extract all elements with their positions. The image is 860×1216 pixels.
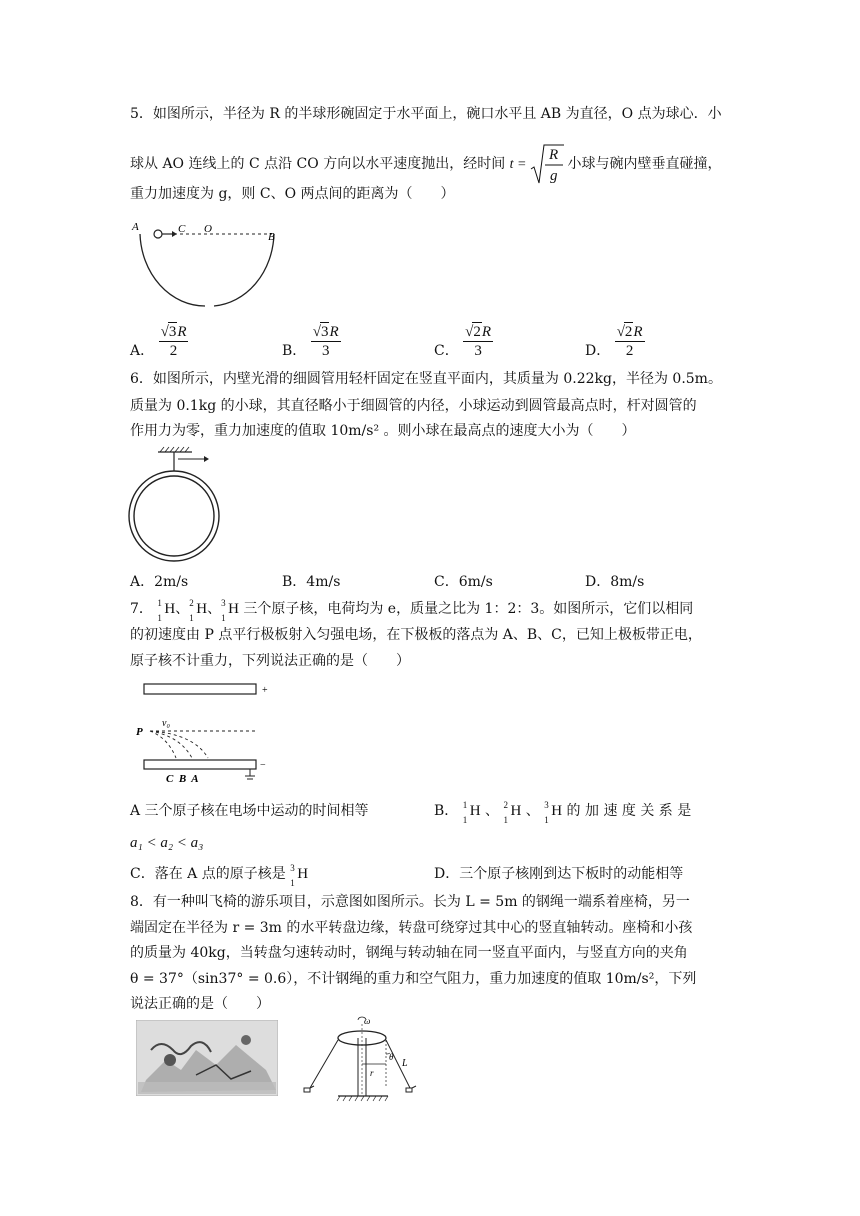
- q6-ring-figure: [128, 446, 228, 566]
- q7-number: 7．: [130, 601, 153, 617]
- q7-option-b-sep-2: 、: [525, 803, 540, 819]
- q8-fig-omega: ω: [364, 1016, 371, 1026]
- q5-option-c-fraction: $\frac{√2R}{3}$: [465, 324, 492, 359]
- q5-fig-label-A: A: [132, 221, 139, 233]
- q5-option-d-label: D．: [585, 343, 611, 359]
- q5-option-b-fraction: $\frac{√3R}{3}$: [312, 324, 339, 359]
- q5-option-a[interactable]: [130, 322, 188, 360]
- q7-line-1-post: 三个原子核，电荷均为 e，质量之比为 1：2：3。如图所示，它们以相同: [243, 601, 694, 617]
- q7-fig-v0: v₀: [162, 718, 170, 729]
- q5-line-2: [130, 143, 722, 187]
- q5-option-d-den: 2: [625, 343, 634, 359]
- q5-frac-den: g: [550, 168, 558, 184]
- q7-option-a[interactable]: A 三个原子核在电场中运动的时间相等: [130, 803, 369, 819]
- q5-option-a-var: R: [177, 324, 187, 340]
- q8-line-1: 8．有一种叫飞椅的游乐项目，示意图如图所示。长为 L = 5m 的钢绳一端系着座椅，另一: [130, 894, 690, 910]
- q7-fig-bottom-labels: C B A: [166, 773, 199, 785]
- q5-sqrt-sign: [530, 143, 564, 187]
- q7-capacitor-figure: [128, 678, 288, 788]
- q7-option-b-nucleus-2: 2 1 H: [503, 800, 522, 825]
- q8-fig-theta: θ: [389, 1052, 394, 1062]
- q7-option-b-relation: a₁ < a₂ < a₃: [130, 835, 204, 851]
- q5-option-b-label: B．: [282, 343, 307, 359]
- q6-option-b-label: B．: [282, 574, 307, 590]
- q7-option-c-nucleus: 3 1 H: [290, 863, 309, 888]
- q6-option-c[interactable]: [434, 572, 493, 592]
- q8-photo: [136, 1020, 278, 1096]
- q5-option-d-rad: 2: [624, 324, 633, 340]
- q7-sep-2: 、: [207, 601, 222, 617]
- q6-option-a[interactable]: [130, 572, 188, 592]
- q5-option-b-var: R: [329, 324, 339, 340]
- q5-sqrt-fraction: [530, 143, 564, 187]
- q5-option-d[interactable]: [585, 322, 645, 360]
- q6-option-a-text: 2m/s: [154, 574, 189, 590]
- q5-option-b-rad: 3: [320, 324, 329, 340]
- q8-line-3: 的质量为 40kg，当转盘匀速转动时，钢绳与转动轴在同一竖直平面内，与竖直方向的夹角: [130, 945, 688, 961]
- q5-option-a-label: A．: [130, 343, 155, 359]
- q6-line-2: 质量为 0.1kg 的小球，其直径略小于细圆管的内径，小球运动到圆管最高点时，杆对圆管的: [130, 398, 697, 414]
- q7-line-2: 的初速度由 P 点平行极板射入匀强电场，在下极板的落点为 A、B、C，已知上极板带正电，: [130, 627, 702, 643]
- q7-fig-P: P: [136, 726, 143, 738]
- q5-option-c-den: 3: [474, 343, 482, 359]
- q6-option-c-text: 6m/s: [458, 574, 493, 590]
- q7-option-b-label: B．: [434, 803, 459, 819]
- q5-option-a-rad: 3: [168, 324, 177, 340]
- q7-option-c-text: C．落在 A 点的原子核是: [130, 866, 286, 882]
- q7-line-1: [130, 598, 694, 623]
- q7-option-b-nucleus-3: 3 1 H: [544, 800, 563, 825]
- q5-fig-label-B: B: [268, 231, 275, 243]
- q8-swing-diagram: [300, 1014, 430, 1104]
- q7-option-b-nucleus-1: 1 1 H: [462, 800, 481, 825]
- q5-option-b-den: 3: [321, 343, 330, 359]
- q7-option-b-sep-1: 、: [485, 803, 500, 819]
- q7-fig-minus: −: [260, 760, 266, 771]
- q8-fig-L: L: [402, 1058, 408, 1069]
- q5-option-c[interactable]: [434, 322, 493, 360]
- q6-option-d[interactable]: [585, 572, 644, 592]
- q5-option-a-fraction: $\frac{√3R}{2}$: [160, 324, 187, 359]
- q5-bowl-figure: [128, 220, 288, 310]
- q5-time-formula: [509, 147, 568, 184]
- q6-line-3: 作用力为零，重力加速度的值取 10m/s² 。则小球在最高点的速度大小为（ ）: [130, 423, 636, 439]
- q5-option-d-var: R: [633, 324, 643, 340]
- q5-fig-label-C: C: [178, 223, 186, 235]
- q5-option-c-var: R: [481, 324, 492, 340]
- q6-option-d-text: 8m/s: [610, 574, 645, 590]
- q7-nucleus-3: 3 1 H: [221, 598, 239, 623]
- q7-line-3: 原子核不计重力，下列说法正确的是（ ）: [130, 653, 410, 669]
- q6-option-b-text: 4m/s: [306, 574, 341, 590]
- q5-option-c-label: C．: [434, 343, 459, 359]
- q8-fig-r: r: [370, 1068, 374, 1078]
- q7-option-b[interactable]: [434, 800, 692, 825]
- q6-option-d-label: D．: [585, 574, 611, 590]
- q5-t-symbol: t =: [509, 157, 527, 173]
- q8-line-5: 说法正确的是（ ）: [130, 996, 270, 1012]
- q5-option-c-rad: 2: [473, 324, 481, 340]
- q7-option-c[interactable]: [130, 863, 309, 888]
- q5-option-b[interactable]: [282, 322, 341, 360]
- q5-option-d-fraction: $\frac{√2R}{2}$: [616, 324, 643, 359]
- q5-line-1: 5．如图所示，半径为 R 的半球形碗固定于水平面上，碗口水平且 AB 为直径，O 点为球心．小: [130, 106, 722, 122]
- q7-nucleus-2: 2 1 H: [189, 598, 208, 623]
- q8-line-4: θ = 37°（sin37° = 0.6），不计钢绳的重力和空气阻力，重力加速度的值取 10m/s²，下列: [130, 971, 697, 987]
- q6-option-b[interactable]: [282, 572, 340, 592]
- q5-fig-label-O: O: [204, 223, 212, 235]
- q6-option-a-label: A．: [130, 574, 155, 590]
- q5-line-2-pre: 球从 AO 连线上的 C 点沿 CO 方向以水平速度抛出，经时间: [130, 156, 506, 173]
- q7-nucleus-1: 1 1 H: [157, 598, 176, 623]
- q5-frac-num: R: [549, 147, 559, 163]
- q5-line-2-post: 小球与碗内壁垂直碰撞，: [567, 156, 722, 173]
- q6-option-c-label: C．: [434, 574, 459, 590]
- q7-option-b-text: 的 加 速 度 关 系 是: [566, 803, 692, 819]
- q7-sep-1: 、: [175, 601, 190, 617]
- q6-line-1: 6．如图所示，内壁光滑的细圆管用轻杆固定在竖直平面内，其质量为 0.22kg，半径为 0.5m。: [130, 371, 722, 387]
- q8-line-2: 端固定在半径为 r = 3m 的水平转盘边缘，转盘可绕穿过其中心的竖直轴转动。座椅和小孩: [130, 920, 693, 936]
- q7-option-d[interactable]: D．三个原子核刚到达下板时的动能相等: [434, 866, 684, 882]
- q5-line-3: 重力加速度为 g，则 C、O 两点间的距离为（ ）: [130, 186, 455, 202]
- q5-option-a-den: 2: [169, 343, 178, 359]
- q7-fig-plus: +: [262, 685, 268, 696]
